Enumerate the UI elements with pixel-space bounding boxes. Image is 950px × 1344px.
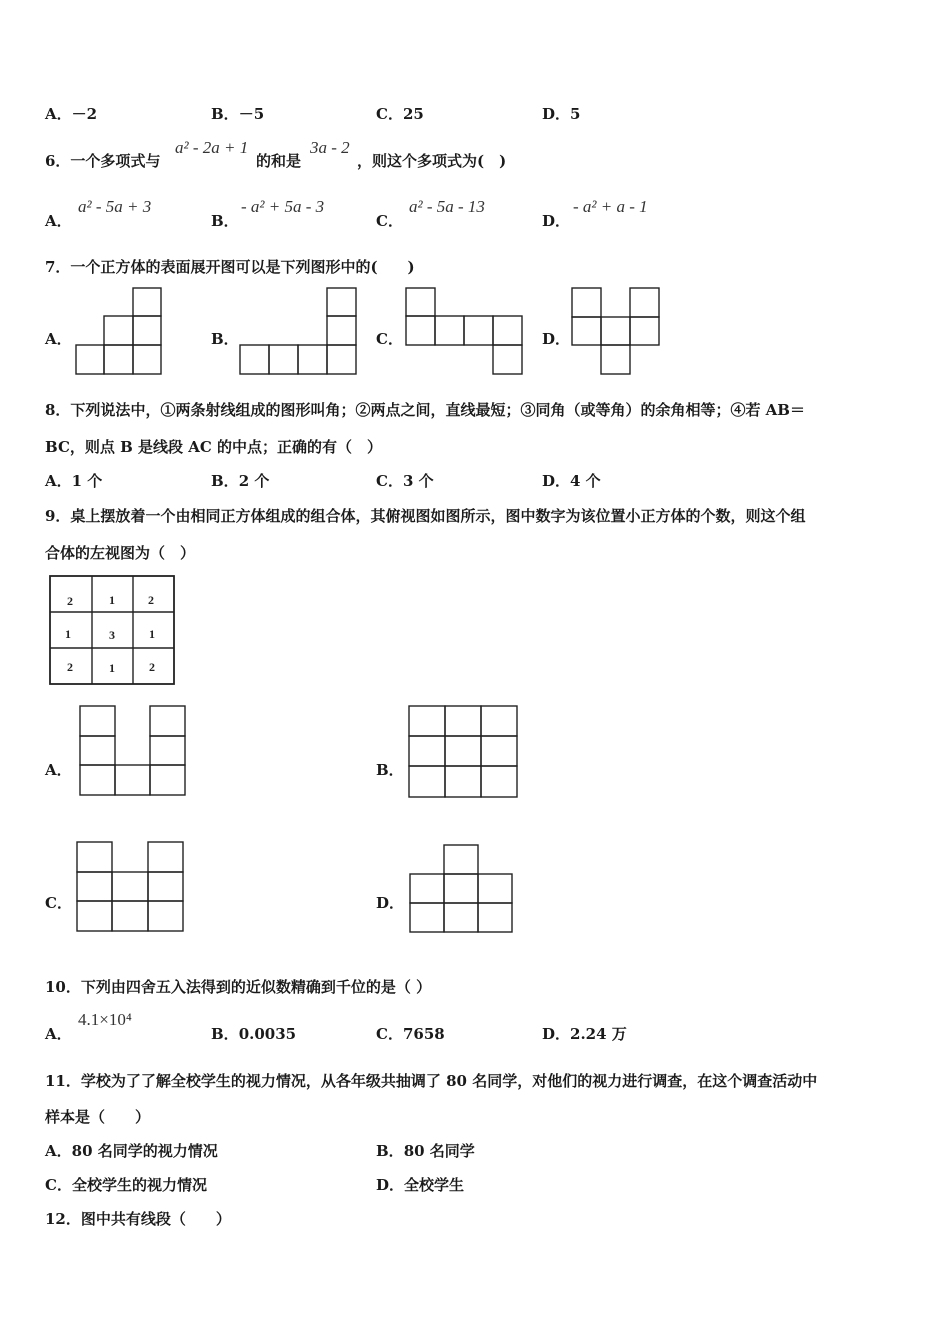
q8-stem-line2: BC，则点 B 是线段 AC 的中点；正确的有（ ） (45, 438, 383, 456)
q6-option-b-expr: - a² + 5a - 3 (241, 197, 325, 216)
q8-stem-line1: 8．下列说法中，①两条射线组成的图形叫角；②两点之间，直线最短；③同角（或等角）的余角相等；④若 AB＝ (45, 401, 805, 419)
q6-option-a-expr: a² - 5a + 3 (78, 197, 152, 216)
grid-cell-number: 1 (109, 661, 115, 675)
q6-option-d-expr: - a² + a - 1 (573, 197, 648, 216)
q6-expr1: a² - 2a + 1 (175, 138, 249, 157)
q8-option-a[interactable]: A．1 个 (45, 472, 103, 490)
q11-stem-line2: 样本是（ ） (45, 1108, 151, 1126)
q11-option-a[interactable]: A．80 名同学的视力情况 (45, 1142, 218, 1160)
q10-option-a[interactable]: A． (45, 1025, 72, 1043)
q10-option-b[interactable]: B．0.0035 (211, 1025, 297, 1043)
q10-option-d[interactable]: D．2.24 万 (542, 1025, 627, 1043)
q7-net-c (406, 288, 526, 378)
grid-cell-number: 2 (149, 660, 155, 674)
q11-option-c[interactable]: C．全校学生的视力情况 (45, 1176, 207, 1194)
grid-cell-number: 1 (149, 627, 155, 641)
q11-option-d[interactable]: D．全校学生 (376, 1176, 465, 1194)
q7-net-d (572, 288, 662, 378)
q10-option-c[interactable]: C．7658 (376, 1025, 445, 1043)
q10-option-a-expr: 4.1×10⁴ (78, 1010, 132, 1029)
q9-option-d[interactable]: D． (376, 894, 405, 912)
q9-option-c[interactable]: C． (45, 894, 72, 912)
q5-option-d[interactable]: D．5 (542, 105, 581, 123)
q9-stem-line1: 9．桌上摆放着一个由相同正方体组成的组合体，其俯视图如图所示，图中数字为该位置小正方体的个数，则这个组 (45, 507, 806, 525)
grid-cell-number: 2 (67, 660, 73, 674)
q9-option-b[interactable]: B． (376, 761, 404, 779)
q6-suffix: ，则这个多项式为( ) (357, 152, 507, 170)
q7-option-b[interactable]: B． (211, 330, 239, 348)
q9-view-b (409, 706, 521, 801)
grid-cell-number: 1 (109, 593, 115, 607)
grid-cell-number: 2 (148, 593, 154, 607)
q6-option-d[interactable]: D． (542, 212, 571, 230)
q11-stem-line1: 11．学校为了了解全校学生的视力情况，从各年级共抽调了 80 名同学，对他们的视力进行调查，在这个调查活动中 (45, 1072, 818, 1090)
grid-cell-number: 1 (65, 627, 71, 641)
q8-option-b[interactable]: B．2 个 (211, 472, 270, 490)
q5-option-a[interactable]: A．－2 (45, 105, 98, 123)
q5-option-b[interactable]: B．－5 (211, 105, 265, 123)
q8-option-d[interactable]: D．4 个 (542, 472, 601, 490)
q9-view-c (77, 842, 189, 934)
q7-option-d[interactable]: D． (542, 330, 571, 348)
grid-cell-number: 3 (109, 628, 115, 642)
q6-option-c-expr: a² - 5a - 13 (409, 197, 485, 216)
q7-option-c[interactable]: C． (376, 330, 403, 348)
q8-option-c[interactable]: C．3 个 (376, 472, 434, 490)
q6-middle: 的和是 (256, 152, 302, 170)
q5-option-c[interactable]: C．25 (376, 105, 424, 123)
q6-stem: 6．一个多项式与 (45, 152, 161, 170)
grid-cell-number: 2 (67, 594, 73, 608)
q9-view-d (410, 845, 518, 935)
q9-top-view-grid (50, 576, 176, 686)
q11-option-b[interactable]: B．80 名同学 (376, 1142, 475, 1160)
q7-option-a[interactable]: A． (45, 330, 72, 348)
q10-stem: 10．下列由四舍五入法得到的近似数精确到千位的是（ ） (45, 978, 432, 996)
q6-expr2: 3a - 2 (310, 138, 350, 157)
q9-view-a (80, 706, 190, 798)
q7-net-a (76, 288, 166, 378)
q9-stem-line2: 合体的左视图为（ ） (45, 544, 196, 562)
q7-stem: 7．一个正方体的表面展开图可以是下列图形中的( ) (45, 258, 415, 276)
q6-option-c[interactable]: C． (376, 212, 403, 230)
q9-option-a[interactable]: A． (45, 761, 72, 779)
q12-stem: 12．图中共有线段（ ） (45, 1210, 231, 1228)
q7-net-b (240, 288, 360, 378)
q6-option-a[interactable]: A． (45, 212, 72, 230)
q6-option-b[interactable]: B． (211, 212, 239, 230)
